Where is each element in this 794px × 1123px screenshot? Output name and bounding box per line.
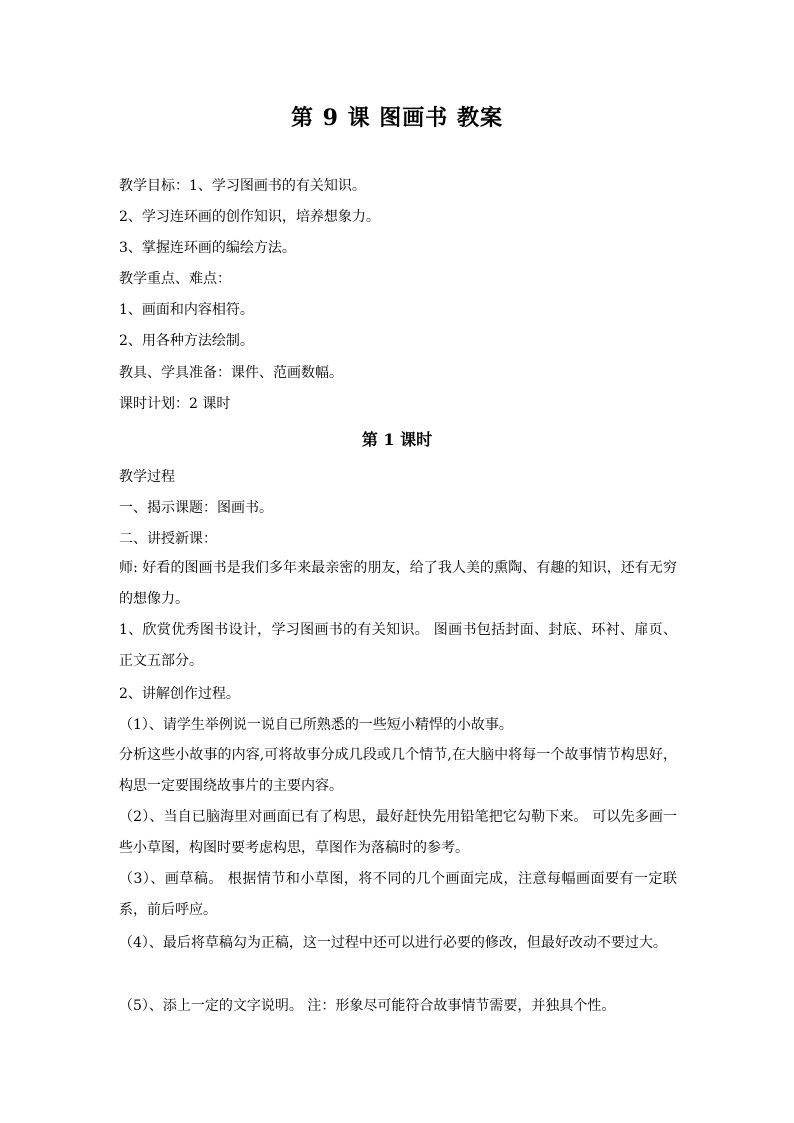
point-1: 1、欣赏优秀图书设计，学习图画书的有关知识。 图画书包括封面、封底、环衬、扉页、正文五部分。 <box>119 622 677 669</box>
sub-step-4: （4）、最后将草稿勾为正稿，这一过程中还可以进行必要的修改，但最好改动不要过大。 <box>119 935 667 951</box>
objective-line-3: 3、掌握连环画的编绘方法。 <box>119 240 296 256</box>
document-title: 第 9 课 图画书 教案 <box>291 105 503 131</box>
key-points-heading: 教学重点、难点： <box>119 271 231 287</box>
step-2: 二、讲授新课： <box>119 531 217 547</box>
sub-step-3: （3）、画草稿。 根据情节和小草图，将不同的几个画面完成，注意每幅画面要有一定联系，前后呼应。 <box>119 871 677 918</box>
sub-step-1: （1）、请学生举例说一说自已所熟悉的一些短小精悍的小故事。 <box>119 717 513 733</box>
sub-step-2: （2）、当自已脑海里对画面已有了构思，最好赶快先用铅笔把它勾勒下来。 可以先多画一些小草图，构图时要考虑构思，草图作为落稿时的参考。 <box>119 809 677 856</box>
teacher-intro: 师: 好看的图画书是我们多年来最亲密的朋友，给了我人美的熏陶、有趣的知识，还有无穷的想像力。 <box>119 560 677 607</box>
analysis-paragraph: 分析这些小故事的内容,可将故事分成几段或几个情节,在大脑中将每一个故事情节构思好，构思一定要围绕故事片的主要内容。 <box>119 747 677 794</box>
key-point-2: 2、用各种方法绘制。 <box>119 333 254 349</box>
key-point-1: 1、画面和内容相符。 <box>119 302 254 318</box>
objective-line-2: 2、学习连环画的创作知识，培养想象力。 <box>119 209 380 225</box>
point-2: 2、讲解创作过程。 <box>119 686 240 702</box>
objective-line-1: 教学目标：1、学习图画书的有关知识。 <box>119 178 366 194</box>
step-1: 一、揭示课题：图画书。 <box>119 500 273 516</box>
sub-step-5: （5）、添上一定的文字说明。 注：形象尽可能符合故事情节需要，并独具个性。 <box>119 998 616 1014</box>
lesson-1-heading: 第 1 课时 <box>361 430 433 449</box>
preparation-line: 教具、学具准备：课件、范画数幅。 <box>119 365 343 381</box>
process-heading: 教学过程 <box>119 469 175 485</box>
schedule-line: 课时计划：2 课时 <box>119 396 231 412</box>
